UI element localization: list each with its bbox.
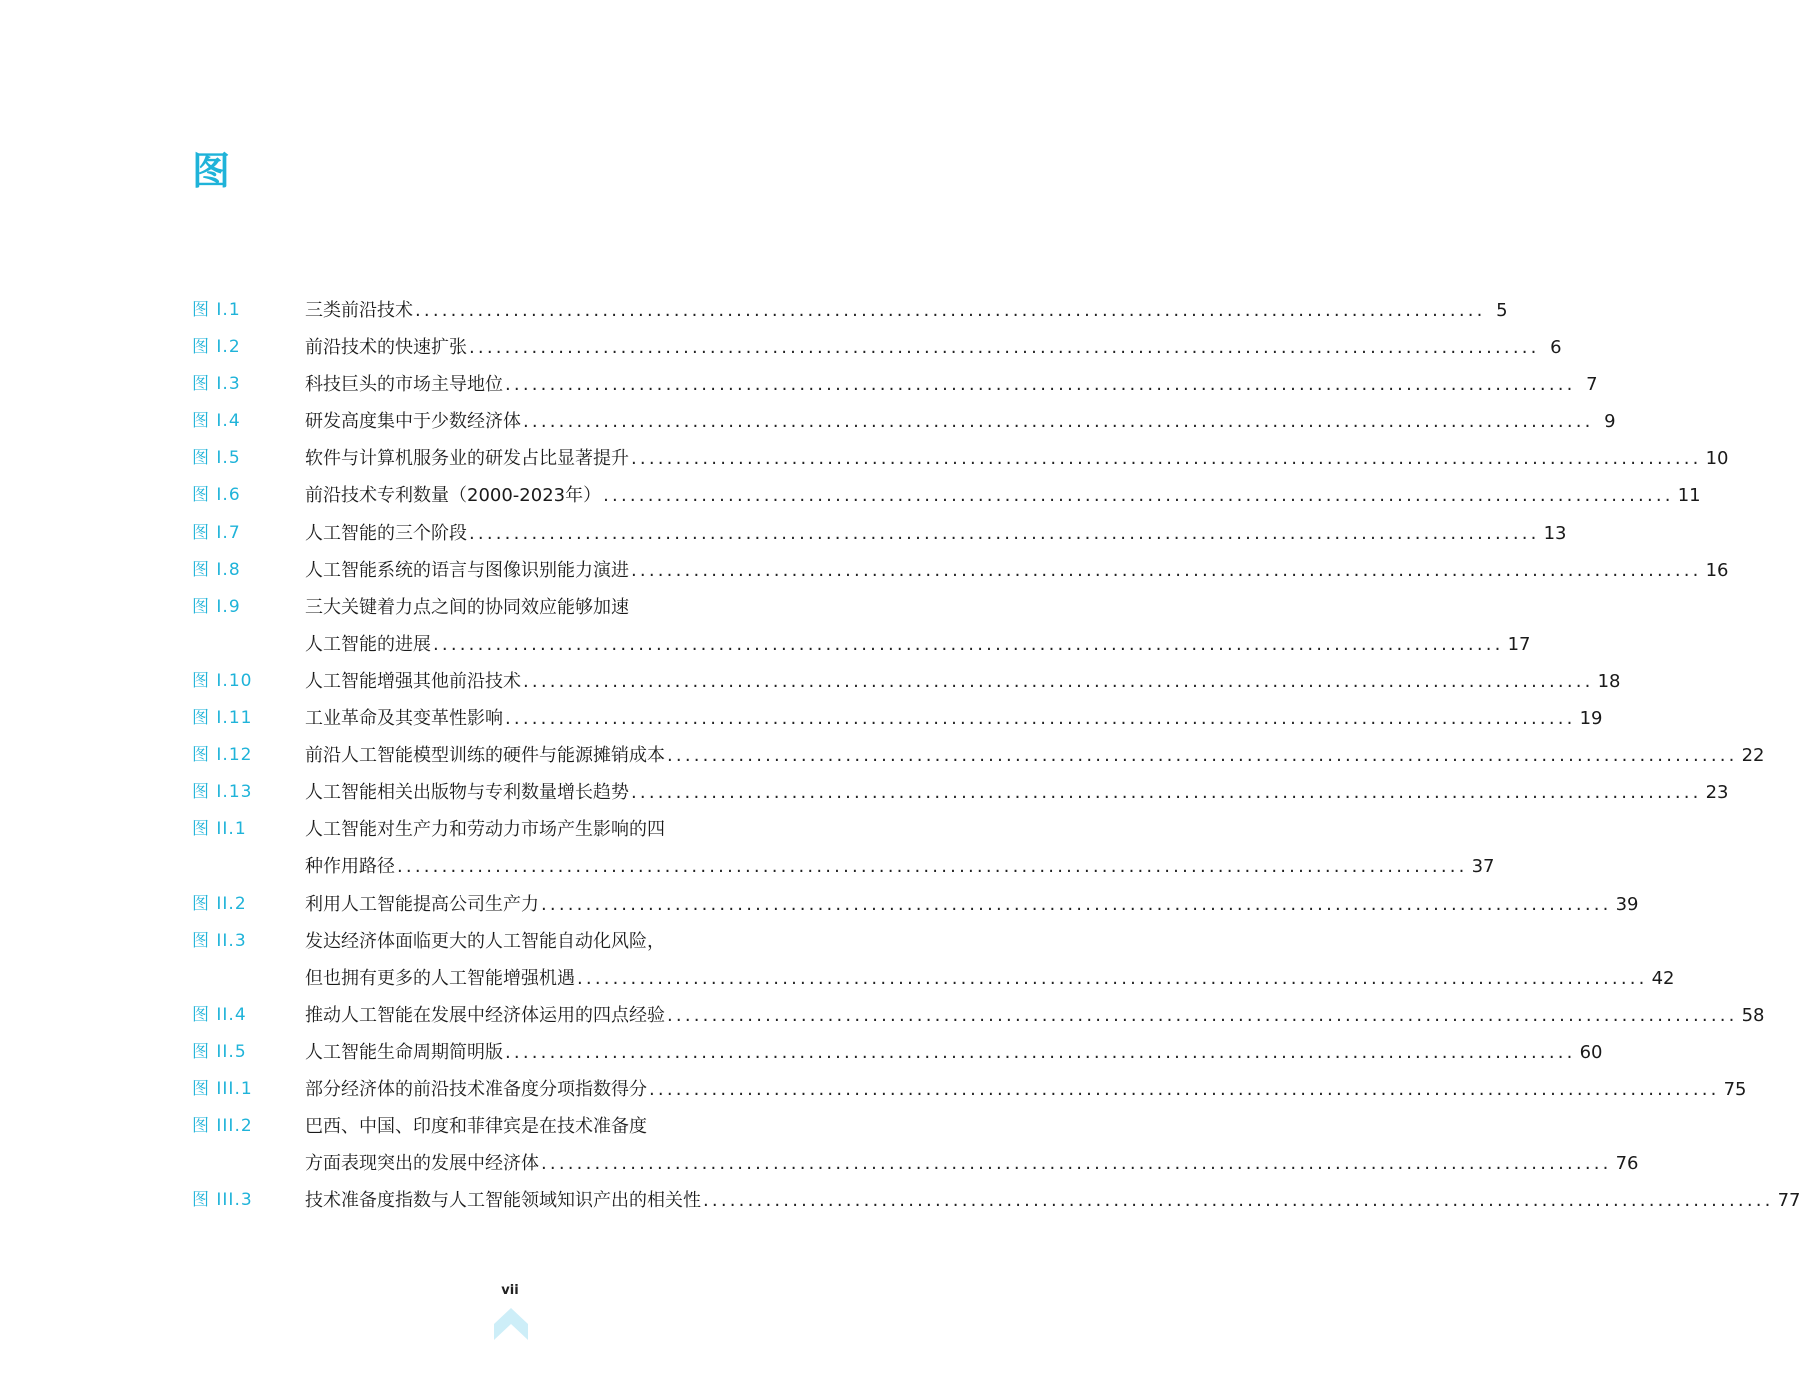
figure-title: 三大关键着力点之间的协同效应能够加速 [305, 596, 629, 618]
toc-entry[interactable] [192, 1108, 1639, 1182]
figure-page-number: 77 [1777, 1190, 1801, 1212]
figure-title: 研发高度集中于少数经济体 [305, 411, 521, 433]
toc-entry[interactable] [192, 1071, 1747, 1108]
toc-entry[interactable] [192, 700, 1603, 737]
figure-title: 部分经济体的前沿技术准备度分项指数得分 [305, 1078, 647, 1100]
figure-title: 发达经济体面临更大的人工智能自动化风险， [305, 930, 665, 952]
toc-entry[interactable] [192, 589, 1531, 663]
figure-label: 图 III.1 [192, 1078, 253, 1099]
figure-label: 图 I.2 [192, 337, 241, 358]
dot-leader: ........................................................................................................................ [397, 856, 1468, 878]
figure-title: 前沿技术专利数量（2000-2023年） [305, 485, 602, 507]
figure-page-number: 18 [1597, 670, 1621, 692]
figure-label: 图 I.8 [192, 559, 241, 580]
figure-title: 前沿人工智能模型训练的硬件与能源摊销成本 [305, 745, 665, 767]
dot-leader: ........................................................................................................................ [469, 522, 1540, 544]
toc-entry[interactable] [192, 1034, 1603, 1071]
figure-label: 图 II.2 [192, 893, 247, 914]
figure-title: 方面表现突出的发展中经济体 [305, 1153, 539, 1175]
dot-leader: ........................................................................................................................ [541, 893, 1612, 915]
toc-entry[interactable] [192, 811, 1495, 885]
figure-title: 工业革命及其变革性影响 [305, 708, 503, 730]
figure-title: 但也拥有更多的人工智能增强机遇 [305, 967, 575, 989]
figure-title: 人工智能生命周期简明版 [305, 1041, 503, 1063]
figure-label: 图 III.2 [192, 1116, 253, 1137]
dot-leader: ........................................................................................................................ [631, 559, 1702, 581]
figure-page-number: 60 [1579, 1041, 1603, 1063]
figure-title: 技术准备度指数与人工智能领域知识产出的相关性 [305, 1190, 701, 1212]
toc-entry[interactable] [192, 886, 1639, 923]
figure-title: 推动人工智能在发展中经济体运用的四点经验 [305, 1004, 665, 1026]
figure-page-number: 5 [1496, 300, 1508, 321]
figure-page-number: 11 [1677, 485, 1701, 507]
figure-label: 图 I.3 [192, 374, 241, 395]
figure-page-number: 37 [1471, 856, 1495, 878]
toc-entry[interactable] [192, 515, 1567, 552]
figure-label: 图 I.7 [192, 522, 241, 543]
dot-leader: ........................................................................................................................ [505, 374, 1576, 396]
page-heading: 图 [192, 149, 231, 193]
toc-entry[interactable] [192, 774, 1729, 811]
toc-entry[interactable] [192, 440, 1729, 477]
figure-label: 图 I.4 [192, 411, 241, 432]
figure-page-number: 22 [1741, 745, 1765, 767]
toc-entry[interactable] [192, 366, 1598, 403]
toc-entry[interactable] [192, 329, 1562, 366]
toc-entry[interactable] [192, 292, 1508, 329]
toc-entry[interactable] [192, 663, 1621, 700]
figure-label: 图 I.12 [192, 745, 253, 766]
figure-title: 人工智能系统的语言与图像识别能力演进 [305, 559, 629, 581]
figure-page-number: 17 [1507, 633, 1531, 655]
dot-leader: ........................................................................................................................ [703, 1190, 1774, 1212]
dot-leader: ........................................................................................................................ [505, 708, 1576, 730]
figure-label: 图 II.5 [192, 1041, 247, 1062]
figure-title: 三类前沿技术 [305, 300, 413, 321]
dot-leader: ........................................................................................................................ [667, 745, 1738, 767]
figure-label: 图 II.3 [192, 930, 247, 951]
figure-title: 种作用路径 [305, 856, 395, 878]
figure-title: 利用人工智能提高公司生产力 [305, 893, 539, 915]
figure-label: 图 II.4 [192, 1004, 247, 1025]
figure-list [192, 292, 1801, 1219]
figure-title: 软件与计算机服务业的研发占比显著提升 [305, 448, 629, 470]
dot-leader: ........................................................................................................................ [631, 448, 1702, 470]
figure-label: 图 I.6 [192, 485, 241, 506]
figure-label: 图 I.1 [192, 300, 241, 320]
figure-label: 图 I.13 [192, 782, 253, 803]
figure-page-number: 58 [1741, 1004, 1765, 1026]
figure-page-number: 9 [1604, 411, 1616, 433]
toc-entry[interactable] [192, 737, 1765, 774]
page-number: vii [501, 1283, 519, 1298]
figure-label: 图 I.11 [192, 708, 253, 729]
dot-leader: ........................................................................................................................ [505, 1041, 1576, 1063]
figure-page-number: 13 [1543, 522, 1567, 544]
toc-entry[interactable] [192, 403, 1616, 440]
figure-title: 科技巨头的市场主导地位 [305, 374, 503, 396]
figure-title: 人工智能的进展 [305, 633, 431, 655]
dot-leader: ........................................................................................................................ [667, 1004, 1738, 1026]
figure-page-number: 7 [1586, 374, 1598, 396]
figure-page-number: 42 [1651, 967, 1675, 989]
dot-leader: ........................................................................................................................ [541, 1153, 1612, 1175]
figure-page-number: 76 [1615, 1153, 1639, 1175]
figure-page-number: 19 [1579, 708, 1603, 730]
figure-page-number: 75 [1723, 1078, 1747, 1100]
dot-leader: ........................................................................................................................ [469, 337, 1540, 359]
dot-leader: ........................................................................................................................ [523, 411, 1594, 433]
figure-title: 人工智能增强其他前沿技术 [305, 670, 521, 692]
dot-leader: ........................................................................................................................ [523, 670, 1594, 692]
figure-title: 人工智能相关出版物与专利数量增长趋势 [305, 782, 629, 804]
figure-title: 巴西、中国、印度和菲律宾是在技术准备度 [305, 1116, 647, 1138]
dot-leader: ........................................................................................................................ [577, 967, 1648, 989]
toc-entry[interactable] [192, 923, 1675, 997]
chevron-up-icon [494, 1308, 528, 1340]
dot-leader: ........................................................................................................................ [433, 633, 1504, 655]
figure-title: 人工智能对生产力和劳动力市场产生影响的四 [305, 819, 665, 841]
figure-label: 图 II.1 [192, 819, 247, 840]
toc-entry[interactable] [192, 1182, 1801, 1219]
dot-leader: ........................................................................................................................ [415, 300, 1486, 321]
figure-page-number: 16 [1705, 559, 1729, 581]
figure-title: 前沿技术的快速扩张 [305, 337, 467, 359]
figure-page-number: 10 [1705, 448, 1729, 470]
dot-leader: ........................................................................................................................ [631, 782, 1702, 804]
figure-title: 人工智能的三个阶段 [305, 522, 467, 544]
figure-label: 图 III.3 [192, 1190, 253, 1211]
figure-label: 图 I.10 [192, 670, 253, 691]
figure-page-number: 6 [1550, 337, 1562, 359]
figure-page-number: 39 [1615, 893, 1639, 915]
figure-label: 图 I.5 [192, 448, 241, 469]
dot-leader: ........................................................................................................................ [603, 485, 1674, 507]
dot-leader: ........................................................................................................................ [649, 1078, 1720, 1100]
toc-entry[interactable] [192, 477, 1701, 514]
figure-label: 图 I.9 [192, 596, 241, 617]
toc-entry[interactable] [192, 997, 1765, 1034]
toc-entry[interactable] [192, 552, 1729, 589]
figure-page-number: 23 [1705, 782, 1729, 804]
